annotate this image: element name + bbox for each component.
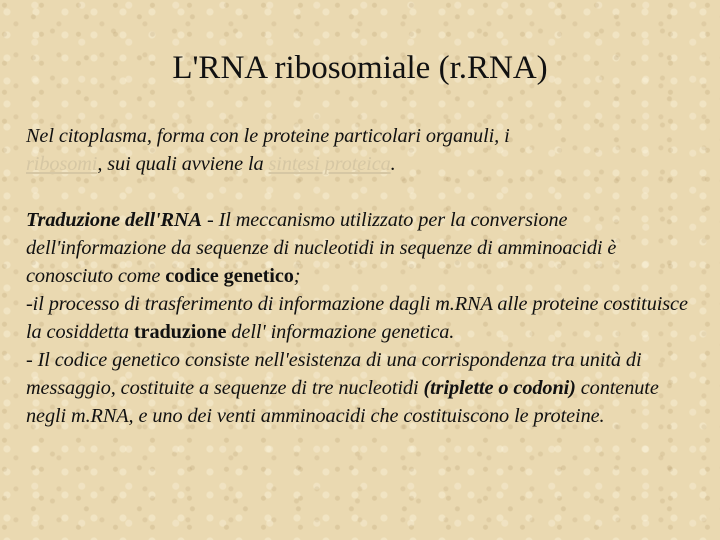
slide-body bbox=[26, 122, 698, 430]
slide-title: L'RNA ribosomiale (r.RNA) bbox=[172, 50, 548, 86]
triplette-term: (triplette o codoni) bbox=[423, 377, 576, 399]
trasferimento-end: dell' informazione genetica. bbox=[226, 321, 455, 343]
traduzione-end: ; bbox=[293, 265, 301, 287]
codice-genetico-term: codice genetico bbox=[165, 265, 294, 287]
traduzione-text: - Il meccanismo utilizzato per la conversione dell'informazione da sequenze di nucleotidi in sequenze di amminoacidi è conosciuto come bbox=[26, 209, 617, 287]
traduzione-paragraph bbox=[26, 206, 698, 290]
ribosomi-link[interactable]: ribosomi bbox=[26, 153, 98, 175]
intro-end-text: . bbox=[390, 153, 396, 175]
codice-text: - Il codice genetico consiste nell'esistenza di una corrispondenza tra unità di messaggio, costituite a sequenze di tre nucleotidi bbox=[26, 349, 642, 399]
intro-text: Nel citoplasma, forma con le proteine particolari organuli, i bbox=[26, 125, 510, 147]
sintesi-proteica-link[interactable]: sintesi proteica bbox=[268, 153, 391, 175]
intro-mid-text: , sui quali avviene la bbox=[97, 153, 269, 175]
codice-end: contenute negli m.RNA, e uno dei venti amminoacidi che costituiscono le proteine. bbox=[26, 377, 659, 427]
traduzione-heading: Traduzione dell'RNA bbox=[26, 209, 202, 231]
intro-paragraph bbox=[26, 122, 698, 178]
trasferimento-text: -il processo di trasferimento di informazione dagli m.RNA alle proteine costituisce la cosiddetta bbox=[26, 293, 688, 343]
codice-paragraph bbox=[26, 346, 698, 430]
traduzione-term: traduzione bbox=[133, 321, 227, 343]
trasferimento-paragraph bbox=[26, 290, 698, 346]
